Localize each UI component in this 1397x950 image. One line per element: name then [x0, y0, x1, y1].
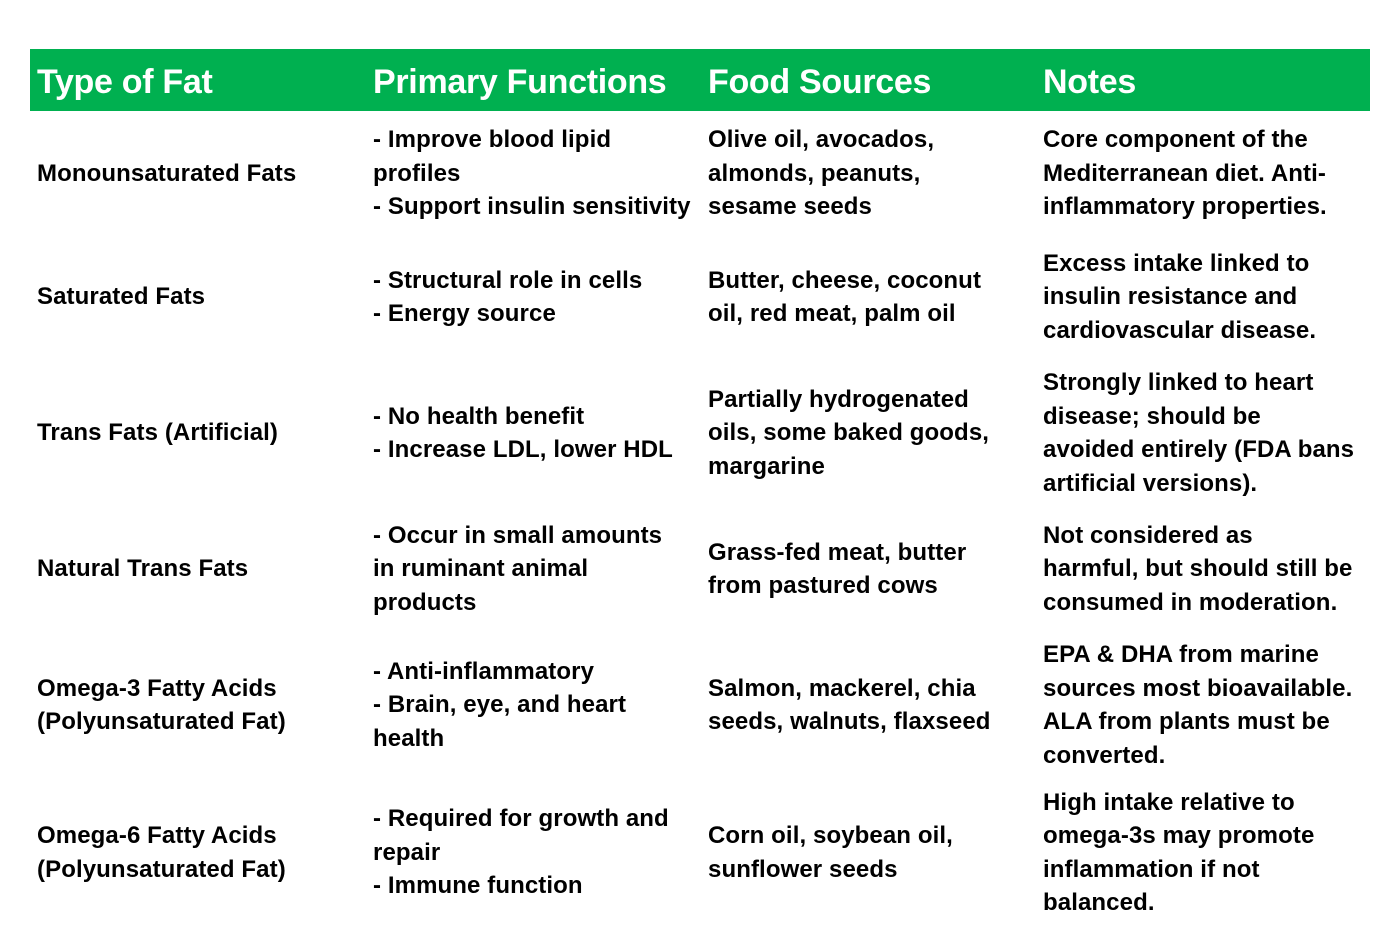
notes-cell: High intake relative to omega-3s may promote inflammation if not balanced.: [1043, 788, 1315, 916]
table-row: [30, 508, 1370, 630]
sources-cell: Partially hydrogenated oils, some baked goods, margarine: [708, 385, 990, 480]
header-type-of-fat: Type of Fat: [37, 63, 213, 101]
functions-cell: - Improve blood lipid profiles - Support insulin sensitivity: [373, 126, 691, 221]
sources-cell: Corn oil, soybean oil, sunflower seeds: [708, 822, 953, 883]
fat-type-cell: Natural Trans Fats: [37, 555, 249, 583]
fat-type-cell: Saturated Fats: [37, 283, 206, 311]
table-row: [30, 236, 1370, 358]
fat-type-cell: Omega-3 Fatty Acids (Polyunsaturated Fat): [37, 674, 286, 735]
table-row: [30, 111, 1370, 236]
sources-cell: Grass-fed meat, butter from pastured cows: [708, 538, 967, 599]
sources-cell: Salmon, mackerel, chia seeds, walnuts, flaxseed: [708, 674, 991, 735]
functions-cell: - No health benefit - Increase LDL, lower HDL: [373, 402, 673, 463]
fat-type-cell: Trans Fats (Artificial): [37, 419, 279, 447]
table-header: [30, 49, 1370, 111]
header-food-sources: Food Sources: [708, 63, 932, 101]
notes-cell: Strongly linked to heart disease; should be avoided entirely (FDA bans artificial versions).: [1043, 369, 1355, 497]
fat-type-cell: Omega-6 Fatty Acids (Polyunsaturated Fat): [37, 822, 286, 883]
notes-cell: Not considered as harmful, but should still be consumed in moderation.: [1043, 521, 1353, 616]
table-row: [30, 630, 1370, 780]
functions-cell: - Required for growth and repair - Immune function: [373, 805, 669, 900]
sources-cell: Olive oil, avocados, almonds, peanuts, sesame seeds: [708, 126, 935, 221]
notes-cell: EPA & DHA from marine sources most bioavailable. ALA from plants must be converted.: [1043, 641, 1353, 769]
functions-cell: - Occur in small amounts in ruminant animal products: [373, 521, 663, 616]
fat-type-cell: Monounsaturated Fats: [37, 159, 297, 187]
functions-cell: - Structural role in cells - Energy source: [373, 266, 643, 327]
notes-cell: Core component of the Mediterranean diet. Anti- inflammatory properties.: [1043, 126, 1327, 221]
fats-table: [30, 49, 1370, 925]
table-row: [30, 780, 1370, 925]
header-primary-functions: Primary Functions: [373, 63, 667, 101]
notes-cell: Excess intake linked to insulin resistance and cardiovascular disease.: [1043, 249, 1317, 344]
functions-cell: - Anti-inflammatory - Brain, eye, and heart health: [373, 657, 627, 752]
header-notes: Notes: [1043, 63, 1136, 101]
table-row: [30, 358, 1370, 508]
sources-cell: Butter, cheese, coconut oil, red meat, palm oil: [708, 266, 982, 327]
